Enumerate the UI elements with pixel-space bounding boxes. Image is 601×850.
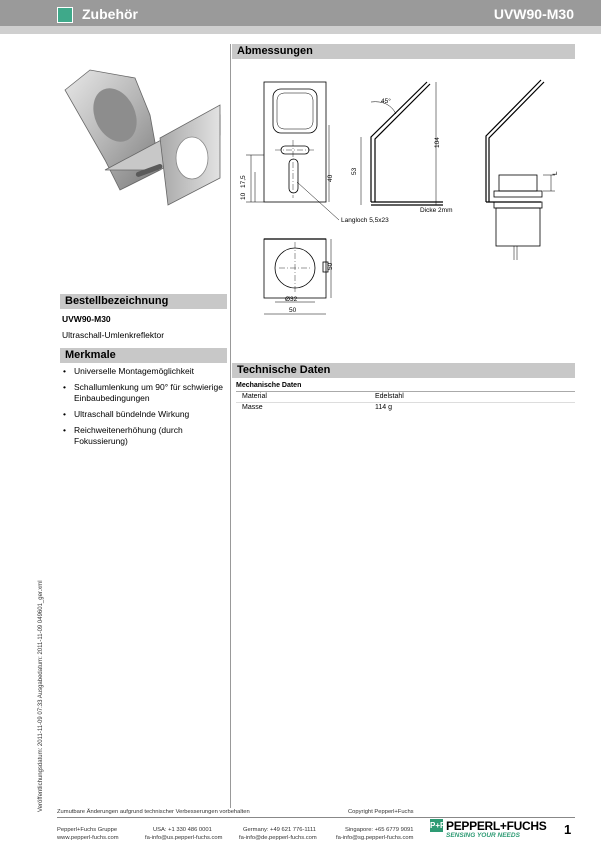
feature-item: • Universelle Montagemöglichkeit — [60, 366, 230, 377]
pf-logo-icon: P+F — [430, 821, 445, 830]
dim-10: 10 — [240, 192, 247, 200]
footer-de-phone: Germany: +49 621 776-1111 — [243, 827, 316, 833]
category-square-icon — [57, 7, 73, 23]
feature-item: • Ultraschall bündelnde Wirkung — [60, 409, 230, 420]
feature-item: • Reichweitenerhöhung (durch Fokussierung) — [60, 425, 230, 447]
tech-value-material: Edelstahl — [375, 393, 404, 400]
tech-group-title: Mechanische Daten — [236, 382, 302, 389]
footer-sg-phone: Singapore: +65 6779 9091 — [345, 827, 414, 833]
order-description: Ultraschall-Umlenkreflektor — [62, 330, 165, 340]
product-photo — [60, 60, 225, 210]
footer-de-mail[interactable]: fa-info@de.pepperl-fuchs.com — [239, 835, 317, 841]
footer-copyright: Copyright Pepperl+Fuchs — [348, 809, 414, 815]
dim-53: 53 — [351, 167, 358, 175]
dim-40: 40 — [327, 174, 334, 182]
tech-label-masse: Masse — [242, 404, 263, 411]
publication-info: Veröffentlichungsdatum: 2011-11-09 07:33 Ausgabedatum: 2011-11-09 049601_ger.xml — [38, 580, 44, 812]
dim-L: L — [552, 171, 559, 175]
order-code: UVW90-M30 — [62, 314, 111, 324]
tech-label-material: Material — [242, 393, 267, 400]
brand-name: PEPPERL+FUCHS — [446, 819, 547, 833]
slot-label: Langloch 5,5x23 — [341, 217, 389, 224]
footer-web-link[interactable]: www.pepperl-fuchs.com — [57, 835, 119, 841]
section-merkmale: Merkmale — [60, 348, 227, 363]
dim-height-104: 104 — [434, 137, 441, 148]
footer-usa-phone: USA: +1 330 486 0001 — [153, 827, 212, 833]
dim-diameter-32: Ø32 — [285, 296, 298, 303]
tech-divider — [236, 391, 575, 392]
section-abmessungen: Abmessungen — [232, 44, 575, 59]
dimension-drawing — [231, 62, 576, 332]
feature-list — [60, 366, 230, 452]
footer-line — [57, 817, 575, 818]
brand-slogan: SENSING YOUR NEEDS — [446, 832, 520, 839]
footer-usa-mail[interactable]: fa-info@us.pepperl-fuchs.com — [145, 835, 223, 841]
tech-divider — [236, 402, 575, 403]
page-number: 1 — [564, 822, 572, 837]
dim-50-vertical: 50 — [327, 262, 334, 270]
footer-group: Pepperl+Fuchs Gruppe — [57, 827, 118, 833]
footer-disclaimer: Zumutbare Änderungen aufgrund technischer Verbesserungen vorbehalten — [57, 809, 250, 815]
thickness-label: Dicke 2mm — [420, 207, 453, 214]
footer-sg-mail[interactable]: fa-info@sg.pepperl-fuchs.com — [336, 835, 414, 841]
page-model: UVW90-M30 — [493, 6, 574, 22]
dim-50-horizontal: 50 — [289, 307, 297, 314]
header-stripe — [0, 26, 601, 34]
dim-angle: 45° — [381, 98, 391, 105]
page-category: Zubehör — [82, 6, 138, 22]
section-technische-daten: Technische Daten — [232, 363, 575, 378]
dim-17-5: 17,5 — [240, 175, 247, 188]
feature-item: • Schallumlenkung um 90° für schwierige Einbaubedingungen — [60, 382, 230, 404]
tech-value-masse: 114 g — [375, 404, 392, 411]
section-bestellbezeichnung: Bestellbezeichnung — [60, 294, 227, 309]
